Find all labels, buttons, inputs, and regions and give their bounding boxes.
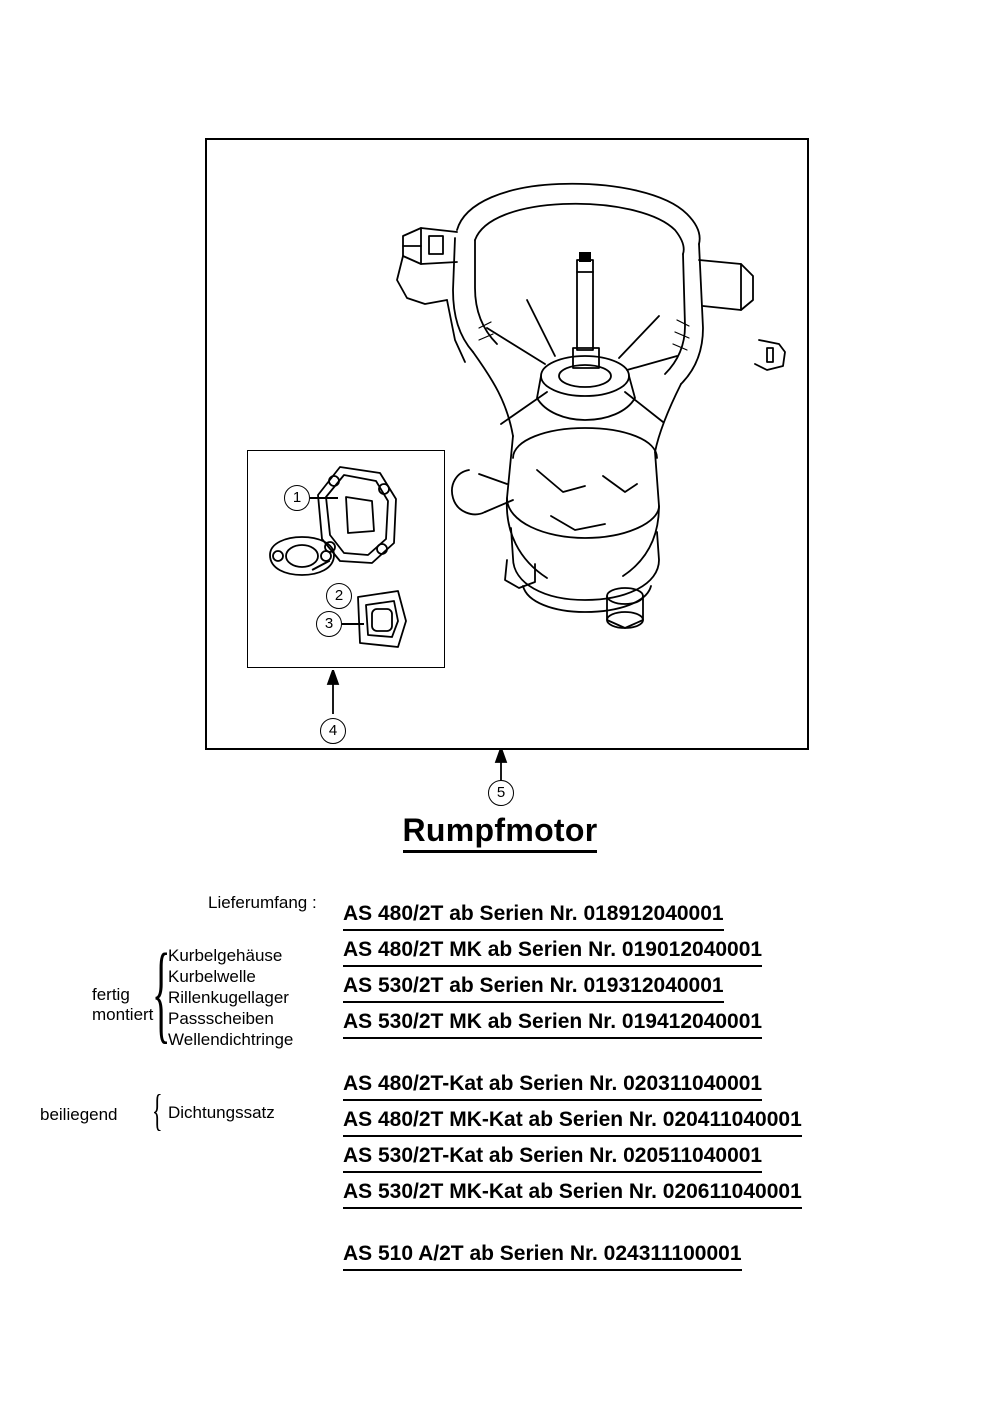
assembled-item: Kurbelwelle <box>168 967 256 986</box>
enclosed-item: Dichtungssatz <box>168 1103 275 1122</box>
assembled-item: Passscheiben <box>168 1009 274 1028</box>
callout-1: 1 <box>284 485 310 511</box>
model-line: AS 530/2T ab Serien Nr. 019312040001 <box>343 970 724 1003</box>
page-title <box>0 812 1000 849</box>
model-line: AS 480/2T MK-Kat ab Serien Nr. 020411040001 <box>343 1104 802 1137</box>
enclosed-item-list <box>168 1103 275 1123</box>
group-spacer <box>343 1212 983 1238</box>
assembled-brace: { <box>152 931 171 1053</box>
model-group-1 <box>343 898 983 1042</box>
model-line: AS 530/2T-Kat ab Serien Nr. 020511040001 <box>343 1140 762 1173</box>
leader-line-3 <box>342 623 364 625</box>
callout-2: 2 <box>326 583 352 609</box>
model-line: AS 480/2T ab Serien Nr. 018912040001 <box>343 898 724 931</box>
enclosed-label: beiliegend <box>40 1105 118 1124</box>
model-line: AS 480/2T-Kat ab Serien Nr. 020311040001 <box>343 1068 762 1101</box>
gasket-set-box <box>247 450 445 668</box>
leader-line-4 <box>313 670 353 716</box>
group-spacer <box>343 1042 983 1068</box>
assembled-item: Kurbelgehäuse <box>168 946 283 965</box>
model-group-3 <box>343 1238 983 1274</box>
leader-line-1 <box>310 497 338 499</box>
model-line: AS 530/2T MK-Kat ab Serien Nr. 020611040001 <box>343 1176 802 1209</box>
assembled-label-line1: fertig <box>92 985 130 1004</box>
model-serial-list <box>343 898 983 1274</box>
callout-5: 5 <box>488 780 514 806</box>
callout-4: 4 <box>320 718 346 744</box>
model-line: AS 480/2T MK ab Serien Nr. 019012040001 <box>343 934 762 967</box>
assembled-label-line2: montiert <box>92 1005 154 1024</box>
scope-heading: Lieferumfang : <box>208 893 317 912</box>
assembled-label <box>92 985 153 1025</box>
model-line: AS 510 A/2T ab Serien Nr. 024311100001 <box>343 1238 742 1271</box>
gasket-set-illustration <box>248 451 442 665</box>
callout-3: 3 <box>316 611 342 637</box>
model-line: AS 530/2T MK ab Serien Nr. 019412040001 <box>343 1006 762 1039</box>
page-title-text: Rumpfmotor <box>403 812 598 853</box>
model-group-2 <box>343 1068 983 1212</box>
assembled-item: Rillenkugellager <box>168 988 289 1007</box>
assembled-item-list <box>168 945 293 1050</box>
enclosed-brace: { <box>152 1086 163 1135</box>
diagram-frame <box>205 138 809 750</box>
assembled-item: Wellendichtringe <box>168 1030 294 1049</box>
